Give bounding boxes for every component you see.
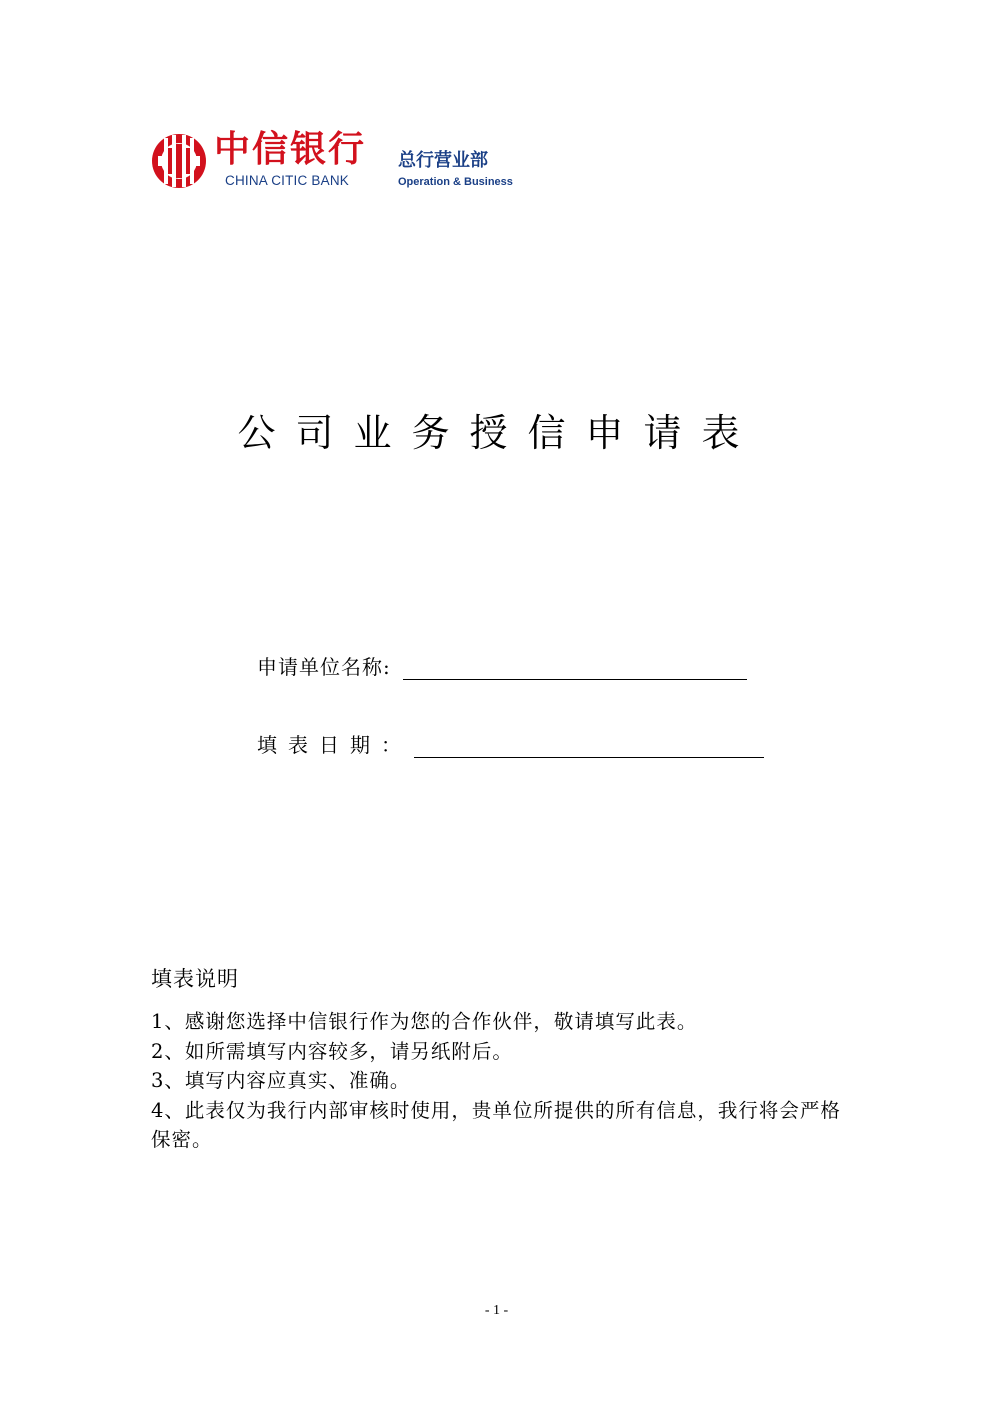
bank-name-english: CHINA CITIC BANK: [225, 173, 349, 188]
applicant-name-input-line[interactable]: [403, 657, 747, 680]
department-name-chinese: 总行营业部: [398, 150, 488, 171]
instruction-item: 1、感谢您选择中信银行作为您的合作伙伴，敬请填写此表。: [151, 1010, 698, 1033]
instructions-list: [151, 1007, 851, 1155]
fill-date-field: [257, 732, 764, 758]
instruction-item: 4、此表仅为我行内部审核时使用，贵单位所提供的所有信息，我行将会严格保密。: [151, 1098, 841, 1152]
fill-date-input-line[interactable]: [414, 735, 764, 758]
instruction-item: 3、填写内容应真实、准确。: [151, 1069, 411, 1093]
instructions-heading: 填表说明: [151, 967, 239, 991]
bank-name-chinese: 中信银行: [214, 129, 367, 170]
page-number: - 1 -: [484, 1303, 509, 1318]
document-title: 公司业务授信申请表: [237, 411, 760, 455]
department-name-english: Operation & Business: [398, 176, 513, 188]
fill-date-label: 填表日期：: [257, 733, 412, 757]
document-header: [150, 128, 550, 192]
applicant-name-field: [257, 654, 747, 680]
instruction-item: 2、如所需填写内容较多，请另纸附后。: [151, 1039, 513, 1063]
citic-bank-logo-icon: [150, 132, 208, 190]
applicant-name-label: 申请单位名称:: [257, 655, 391, 679]
